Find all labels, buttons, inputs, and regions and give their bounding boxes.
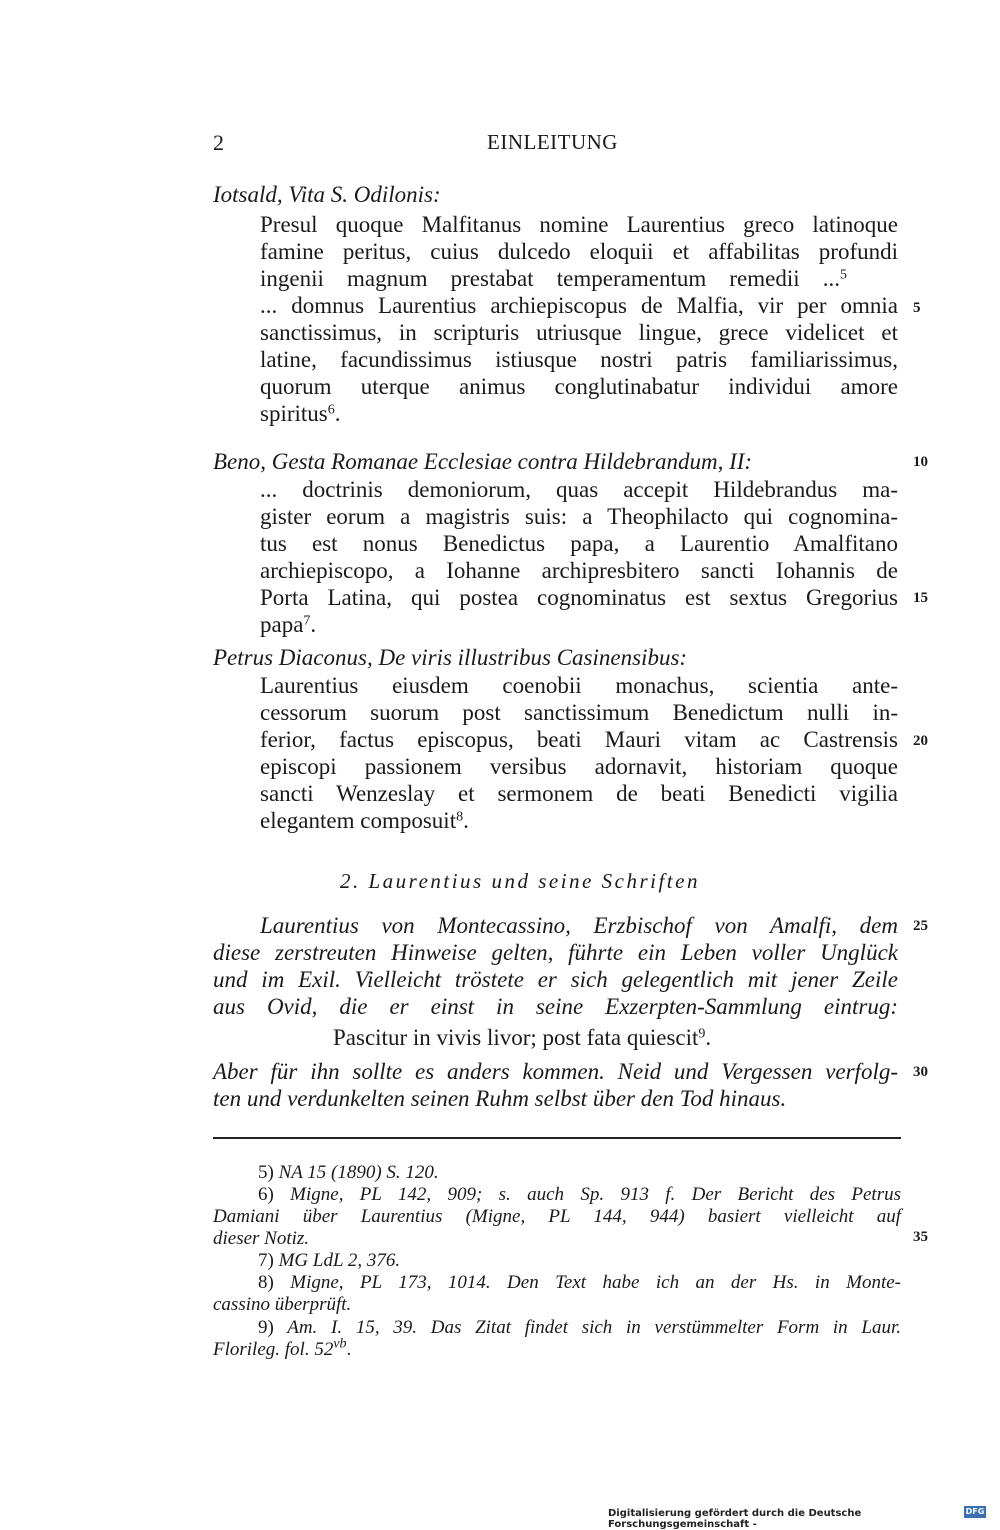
footnote-9: 9) Am. I. 15, 39. Das Zitat findet sich in verstümmelter Form in Laur. bbox=[258, 1317, 901, 1338]
text-line: latine, facundissimus istiusque nostri patris familiarissimus, bbox=[260, 347, 898, 372]
text-line: ingenii magnum prestabat temperamentum remedii ...$^5$ bbox=[260, 266, 847, 291]
line-number: 35 bbox=[913, 1229, 928, 1245]
section-title: 2. Laurentius und seine Schriften bbox=[340, 869, 700, 893]
text-line: Porta Latina, qui postea cognominatus est sextus Gregorius bbox=[260, 585, 898, 610]
ovid-quote: Pascitur in vivis livor; post fata quiescit$^9$. bbox=[333, 1025, 712, 1050]
footnote-line: Damiani über Laurentius (Migne, PL 144, 944) basiert vielleicht auf bbox=[213, 1206, 901, 1227]
running-title: EINLEITUNG bbox=[487, 130, 618, 154]
text-line: elegantem composuit$^8$. bbox=[260, 808, 469, 833]
text-line: Presul quoque Malfitanus nomine Laurentius greco latinoque bbox=[260, 212, 898, 237]
text-line: ... doctrinis demoniorum, quas accepit Hildebrandus ma- bbox=[260, 477, 898, 502]
text-line: cessorum suorum post sanctissimum Benedictum nulli in- bbox=[260, 700, 898, 725]
footnote-separator bbox=[213, 1137, 901, 1139]
footnote-marker: 8 bbox=[456, 809, 464, 825]
text-line: episcopi passionem versibus adornavit, historiam quoque bbox=[260, 754, 898, 779]
line-number: 10 bbox=[913, 454, 928, 470]
footnote-marker: 6 bbox=[327, 402, 335, 418]
text-line: papa$^7$. bbox=[260, 612, 317, 637]
text-line: Laurentius eiusdem coenobii monachus, scientia ante- bbox=[260, 673, 898, 698]
footnote-5: 5) NA 15 (1890) S. 120. bbox=[258, 1162, 439, 1183]
footnote-line: Florileg. fol. $52^{vb}$. bbox=[213, 1336, 352, 1360]
paragraph-line: aus Ovid, die er einst in seine Exzerpten-Sammlung eintrug: bbox=[213, 994, 898, 1019]
footnote-marker: 5 bbox=[840, 267, 847, 283]
line-number: 25 bbox=[913, 918, 928, 934]
source-heading: Petrus Diaconus, De viris illustribus Casinensibus: bbox=[213, 645, 688, 670]
text-line: sanctissimus, in scripturis utriusque lingue, grece videlicet et bbox=[260, 320, 898, 345]
text-line: tus est nonus Benedictus papa, a Laurentio Amalfitano bbox=[260, 531, 898, 556]
footnote-marker: 7 bbox=[303, 613, 311, 629]
paragraph-line: diese zerstreuten Hinweise gelten, führte ein Leben voller Unglück bbox=[213, 940, 898, 965]
footnote-line: cassino überprüft. bbox=[213, 1294, 352, 1315]
source-heading: Beno, Gesta Romanae Ecclesiae contra Hildebrandum, II: bbox=[213, 449, 753, 474]
paragraph-line: und im Exil. Vielleicht tröstete er sich gelegentlich mit jener Zeile bbox=[213, 967, 898, 992]
text-line: gister eorum a magistris suis: a Theophilacto qui cognomina- bbox=[260, 504, 898, 529]
footnote-line: dieser Notiz. bbox=[213, 1228, 310, 1249]
page-number: 2 bbox=[213, 130, 224, 155]
digitization-credit: Digitalisierung gefördert durch die Deutsche Forschungsgemeinschaft - bbox=[608, 1508, 862, 1530]
footnote-6: 6) Migne, PL 142, 909; s. auch Sp. 913 f. Der Bericht des Petrus bbox=[258, 1184, 901, 1205]
text-line: ferior, factus episcopus, beati Mauri vitam ac Castrensis bbox=[260, 727, 898, 752]
line-number: 15 bbox=[913, 590, 928, 606]
paragraph-line: ten und verdunkelten seinen Ruhm selbst über den Tod hinaus. bbox=[213, 1086, 787, 1111]
line-number: 30 bbox=[913, 1064, 928, 1080]
footnote-marker: 9 bbox=[698, 1026, 706, 1042]
paragraph-line: Aber für ihn sollte es anders kommen. Neid und Vergessen verfolg- bbox=[213, 1059, 898, 1084]
text-line: sancti Wenzeslay et sermonem de beati Benedicti vigilia bbox=[260, 781, 898, 806]
footnote-8: 8) Migne, PL 173, 1014. Den Text habe ich an der Hs. in Monte- bbox=[258, 1272, 901, 1293]
text-line: famine peritus, cuius dulcedo eloquii et affabilitas profundi bbox=[260, 239, 898, 264]
text-line: archiepiscopo, a Iohanne archipresbitero sancti Iohannis de bbox=[260, 558, 898, 583]
line-number: 5 bbox=[913, 300, 921, 316]
line-number: 20 bbox=[913, 733, 928, 749]
text-line: ... domnus Laurentius archiepiscopus de Malfia, vir per omnia bbox=[260, 293, 898, 318]
text-line: quorum uterque animus conglutinabatur individui amore bbox=[260, 374, 898, 399]
footnote-superscript: vb bbox=[333, 1336, 347, 1352]
dfg-logo: DFG bbox=[965, 1507, 985, 1516]
text-line: spiritus$^6$. bbox=[260, 401, 341, 426]
footnote-7: 7) MG LdL 2, 376. bbox=[258, 1250, 401, 1271]
source-heading: Iotsald, Vita S. Odilonis: bbox=[213, 182, 441, 207]
paragraph-line: Laurentius von Montecassino, Erzbischof von Amalfi, dem bbox=[260, 913, 898, 938]
